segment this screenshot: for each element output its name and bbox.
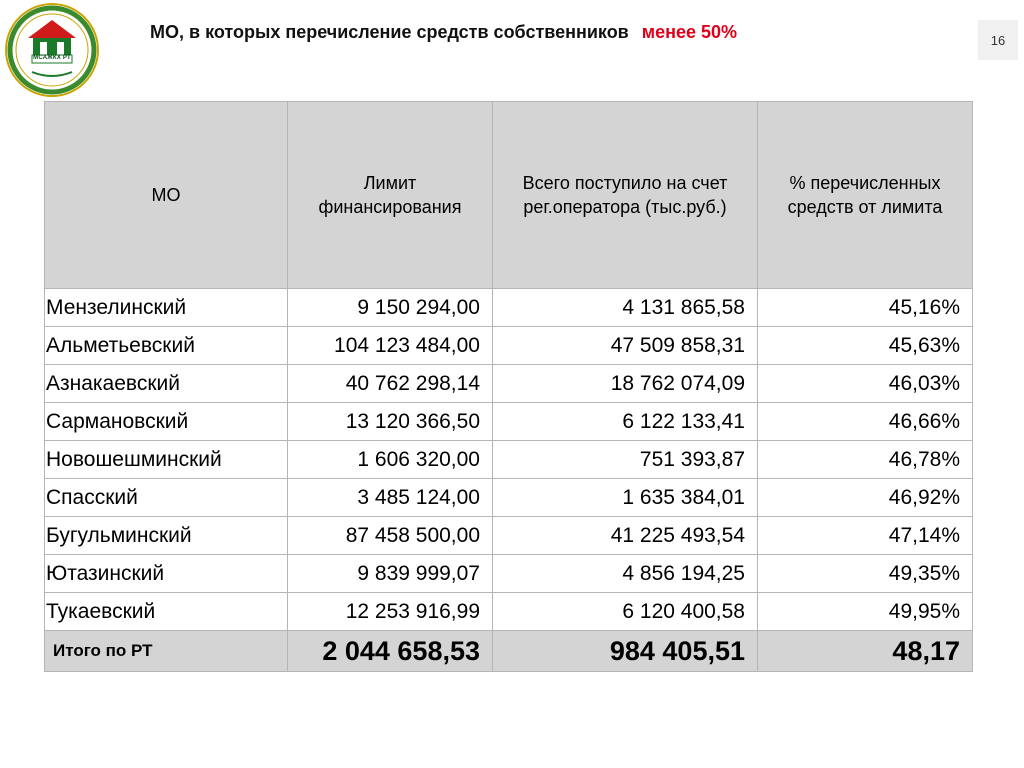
cell-limit: 3 485 124,00 — [288, 479, 493, 517]
cell-mo: Сармановский — [45, 403, 288, 441]
cell-received: 751 393,87 — [493, 441, 758, 479]
cell-mo: Азнакаевский — [45, 365, 288, 403]
cell-received: 47 509 858,31 — [493, 327, 758, 365]
cell-mo: Ютазинский — [45, 555, 288, 593]
table-row — [45, 365, 973, 403]
ministry-logo — [2, 2, 102, 98]
total-percent: 48,17 — [758, 631, 973, 672]
cell-percent: 45,63% — [758, 327, 973, 365]
cell-received: 4 131 865,58 — [493, 289, 758, 327]
cell-mo: Спасский — [45, 479, 288, 517]
table-row — [45, 441, 973, 479]
cell-mo: Мензелинский — [45, 289, 288, 327]
column-header-percent: % перечисленных средств от лимита — [758, 102, 973, 289]
cell-percent: 46,66% — [758, 403, 973, 441]
cell-mo: Тукаевский — [45, 593, 288, 631]
cell-limit: 13 120 366,50 — [288, 403, 493, 441]
cell-mo: Новошешминский — [45, 441, 288, 479]
cell-limit: 104 123 484,00 — [288, 327, 493, 365]
cell-received: 18 762 074,09 — [493, 365, 758, 403]
funding-table — [44, 101, 973, 672]
logo-caption: МСАЖКХ РТ — [33, 55, 71, 61]
column-header-mo: МО — [45, 102, 288, 289]
total-received: 984 405,51 — [493, 631, 758, 672]
page-number: 16 — [978, 20, 1018, 60]
cell-percent: 46,78% — [758, 441, 973, 479]
cell-limit: 1 606 320,00 — [288, 441, 493, 479]
table-row — [45, 289, 973, 327]
title-main: МО, в которых перечисление средств собственников — [150, 22, 629, 42]
cell-received: 4 856 194,25 — [493, 555, 758, 593]
total-limit: 2 044 658,53 — [288, 631, 493, 672]
logo-emblem-icon — [2, 2, 102, 98]
cell-limit: 9 150 294,00 — [288, 289, 493, 327]
cell-received: 6 120 400,58 — [493, 593, 758, 631]
cell-percent: 46,03% — [758, 365, 973, 403]
table-row — [45, 593, 973, 631]
page-title — [150, 22, 950, 43]
table-row — [45, 327, 973, 365]
cell-percent: 45,16% — [758, 289, 973, 327]
cell-limit: 40 762 298,14 — [288, 365, 493, 403]
table-row — [45, 517, 973, 555]
cell-percent: 49,95% — [758, 593, 973, 631]
cell-received: 6 122 133,41 — [493, 403, 758, 441]
cell-received: 41 225 493,54 — [493, 517, 758, 555]
cell-limit: 87 458 500,00 — [288, 517, 493, 555]
cell-mo: Альметьевский — [45, 327, 288, 365]
cell-percent: 46,92% — [758, 479, 973, 517]
cell-limit: 9 839 999,07 — [288, 555, 493, 593]
table-header-row — [45, 102, 973, 289]
cell-received: 1 635 384,01 — [493, 479, 758, 517]
cell-percent: 49,35% — [758, 555, 973, 593]
cell-percent: 47,14% — [758, 517, 973, 555]
title-accent: менее 50% — [641, 22, 738, 42]
table-row — [45, 555, 973, 593]
column-header-received: Всего поступило на счет рег.оператора (тыс.руб.) — [493, 102, 758, 289]
cell-limit: 12 253 916,99 — [288, 593, 493, 631]
cell-mo: Бугульминский — [45, 517, 288, 555]
table-total-row — [45, 631, 973, 672]
column-header-limit: Лимит финансирования — [288, 102, 493, 289]
table-row — [45, 403, 973, 441]
table-row — [45, 479, 973, 517]
total-label: Итого по РТ — [45, 631, 288, 672]
